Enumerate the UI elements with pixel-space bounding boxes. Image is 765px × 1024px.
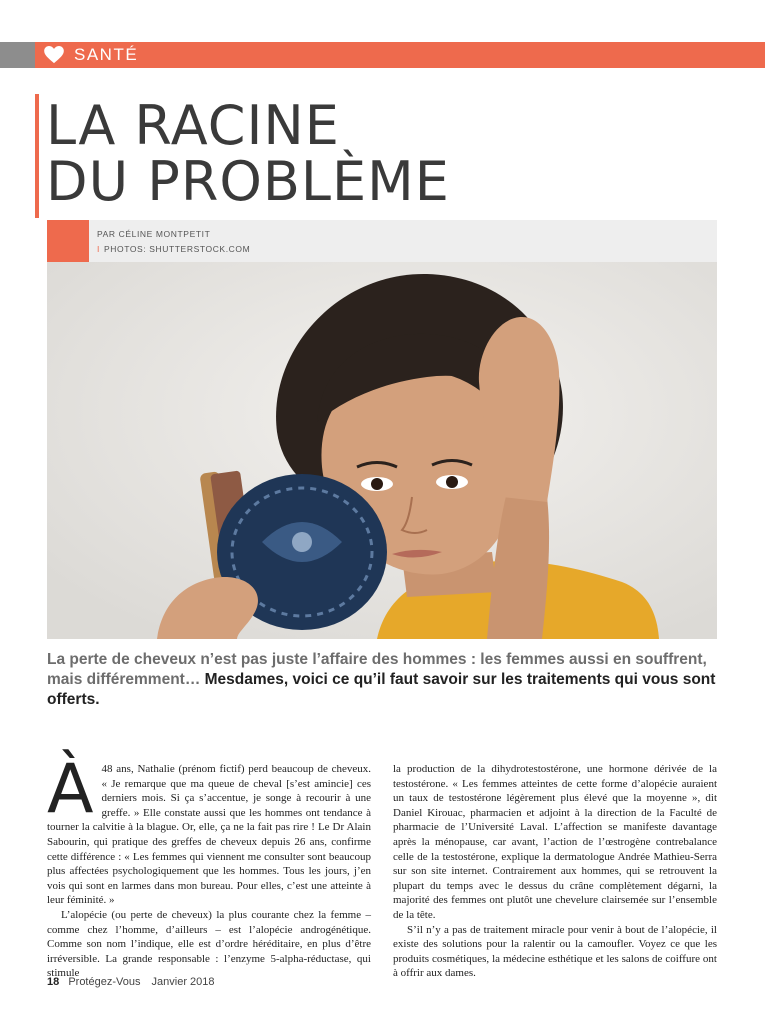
column-2-paragraph-2: S’il n’y a pas de traitement miracle pour venir à bout de l’alopécie, il existe des solutions pour la ralentir ou la camoufler. Voyez ce que les produits cosmétiques, la médecine esthétique et les salons de coiffure ont à offrir aux dames. <box>393 923 717 980</box>
article-column-2 <box>393 762 717 981</box>
section-header-bar <box>0 42 765 68</box>
column-1-paragraph-2: L’alopécie (ou perte de cheveux) la plus courante chez la femme – comme chez l’homme, d’ailleurs – est l’alopécie androgénétique. Comme son nom l’indique, elle est d’ordre héréditaire, en plus d’être irréversible. La grande responsable : l’enzyme 5-alpha-réductase, qui stimule <box>47 908 371 980</box>
title-line-1: LA RACINE <box>46 94 340 157</box>
column-1-paragraph-1: 48 ans, Nathalie (prénom fictif) perd beaucoup de cheveux. « Je remarque que ma queue de cheval [s’est amincie] ces derniers mois. Si ça s’accentue, je songe à recourir à une greffe. » Elle constate aussi que les hommes ont tendance à tourner la calvitie à la blague. Or, elle, ça ne la fait pas rire ! Le Dr Alain Sabourin, qui pratique des greffes de cheveux depuis 26 ans, confirme cette différence : « Les femmes qui viennent me consulter sont beaucoup plus affectées psychologiquement que les hommes. Tous les jours, j’en vois qui sont en larmes dans mon bureau. Pour elles, c’est une atteinte à leur féminité. » <box>47 763 371 907</box>
byline: PAR CÉLINE MONTPETIT <box>97 229 211 239</box>
deck-highlight: Mesdames, voici ce qu’il faut savoir sur les traitements qui vous sont offerts. <box>47 671 716 708</box>
photo-credit-line <box>97 244 250 254</box>
page-footer <box>47 976 215 988</box>
photo-credit-marker: I <box>97 244 100 254</box>
title-accent-bar <box>35 94 39 218</box>
article-deck <box>47 650 727 710</box>
deck-intro: La perte de cheveux n’est pas juste l’affaire des hommes : les femmes aussi en souffrent, mais différemment… <box>47 651 707 688</box>
section-bar-grey-tab <box>0 42 35 68</box>
photo-credit: PHOTOS: SHUTTERSTOCK.COM <box>103 244 251 254</box>
heart-icon <box>44 46 64 64</box>
column-2-paragraph-1: la production de la dihydrotestostérone, une hormone dérivée de la testostérone. « Les femmes atteintes de cette forme d’alopécie auraient un taux de testostérone légèrement plus élevé que la moyenne », dit Daniel Kirouac, pharmacien et adjoint à la direction de la Faculté de pharmacie de l’Université Laval. L’affection se manifeste davantage après la ménopause, car avant, l’action de l’œstrogène contrebalance celle de la testostérone, explique la dermatologue Andrée Mathieu-Serra sur son site internet. Contrairement aux hommes, qui se retrouvent la plupart du temps avec le dessus du crâne complètement dégarni, la majorité des femmes ont plutôt une chevelure clairsemée sur l’ensemble de la tête. <box>393 763 717 921</box>
section-bar-orange <box>35 42 765 68</box>
woman-with-mirror-illustration <box>47 262 717 639</box>
credits-box <box>47 220 717 262</box>
section-label: SANTÉ <box>74 45 139 64</box>
publication-name: Protégez-Vous <box>68 976 141 988</box>
page-number: 18 <box>47 976 60 988</box>
credits-accent-square <box>47 220 89 262</box>
issue-date: Janvier 2018 <box>151 976 215 988</box>
article-title <box>46 94 450 213</box>
article-column-1 <box>47 750 371 981</box>
title-line-2: DU PROBLÈME <box>46 150 450 213</box>
drop-cap: À <box>47 750 94 829</box>
article-photo <box>47 262 717 639</box>
